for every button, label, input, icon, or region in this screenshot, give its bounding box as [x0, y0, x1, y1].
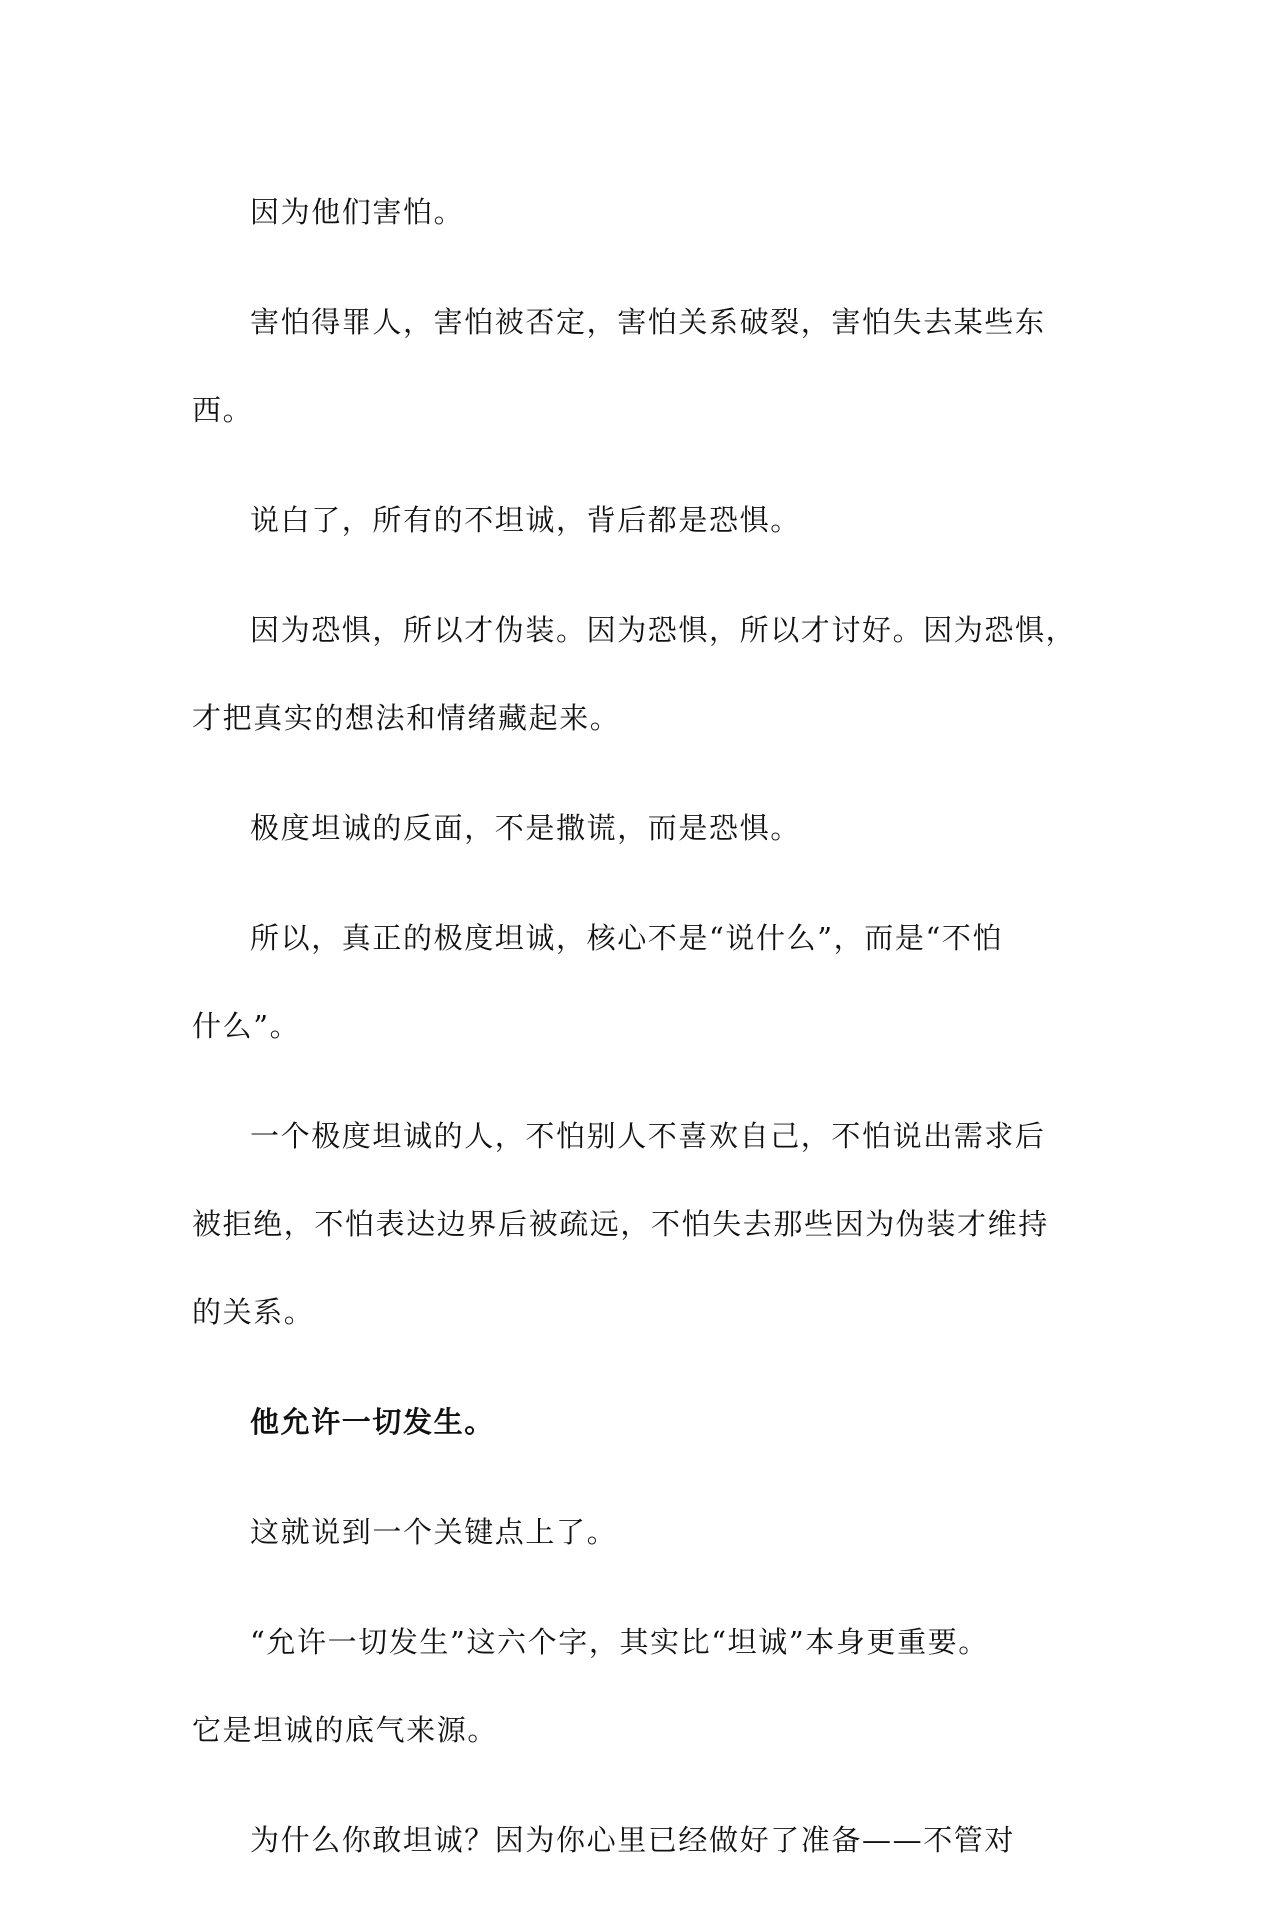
- paragraph: [192, 278, 1090, 454]
- paragraph-line: 所以，真正的极度坦诚，核心不是“说什么”，而是“不怕: [250, 921, 1004, 955]
- paragraph: [192, 586, 1090, 762]
- paragraph-line: 说白了，所有的不坦诚，背后都是恐惧。: [250, 503, 801, 537]
- paragraph-line: “允许一切发生”这六个字，其实比“坦诚”本身更重要。: [250, 1625, 989, 1659]
- paragraph-line: 极度坦诚的反面，不是撒谎，而是恐惧。: [250, 811, 801, 845]
- paragraph: [192, 1092, 1090, 1356]
- paragraph: [192, 1488, 1090, 1576]
- paragraph: [192, 168, 1090, 256]
- paragraph-line: 一个极度坦诚的人，不怕别人不喜欢自己，不怕说出需求后: [250, 1119, 1046, 1153]
- paragraph: [192, 894, 1090, 1070]
- paragraph-line: 它是坦诚的底气来源。: [192, 1713, 499, 1747]
- paragraph-line: 他允许一切发生。: [250, 1405, 495, 1439]
- paragraph-line: 因为恐惧，所以才伪装。因为恐惧，所以才讨好。因为恐惧，: [250, 613, 1077, 647]
- paragraph-line: 什么”。: [192, 1009, 301, 1043]
- paragraph-line: 才把真实的想法和情绪藏起来。: [192, 701, 621, 735]
- bold-paragraph: [192, 1378, 1090, 1466]
- paragraph: [192, 1796, 1090, 1884]
- paragraph: [192, 476, 1090, 564]
- paragraph-line: 害怕得罪人，害怕被否定，害怕关系破裂，害怕失去某些东: [250, 305, 1046, 339]
- paragraph-line: 西。: [192, 393, 254, 427]
- paragraph-line: 因为他们害怕。: [250, 195, 465, 229]
- paragraph-line: 这就说到一个关键点上了。: [250, 1515, 618, 1549]
- document-body: [192, 168, 1090, 1906]
- paragraph-line: 为什么你敢坦诚？因为你心里已经做好了准备——不管对: [250, 1823, 1016, 1857]
- paragraph: [192, 1598, 1090, 1774]
- paragraph-line: 被拒绝，不怕表达边界后被疏远，不怕失去那些因为伪装才维持: [192, 1207, 1049, 1241]
- paragraph: [192, 784, 1090, 872]
- paragraph-line: 的关系。: [192, 1295, 315, 1329]
